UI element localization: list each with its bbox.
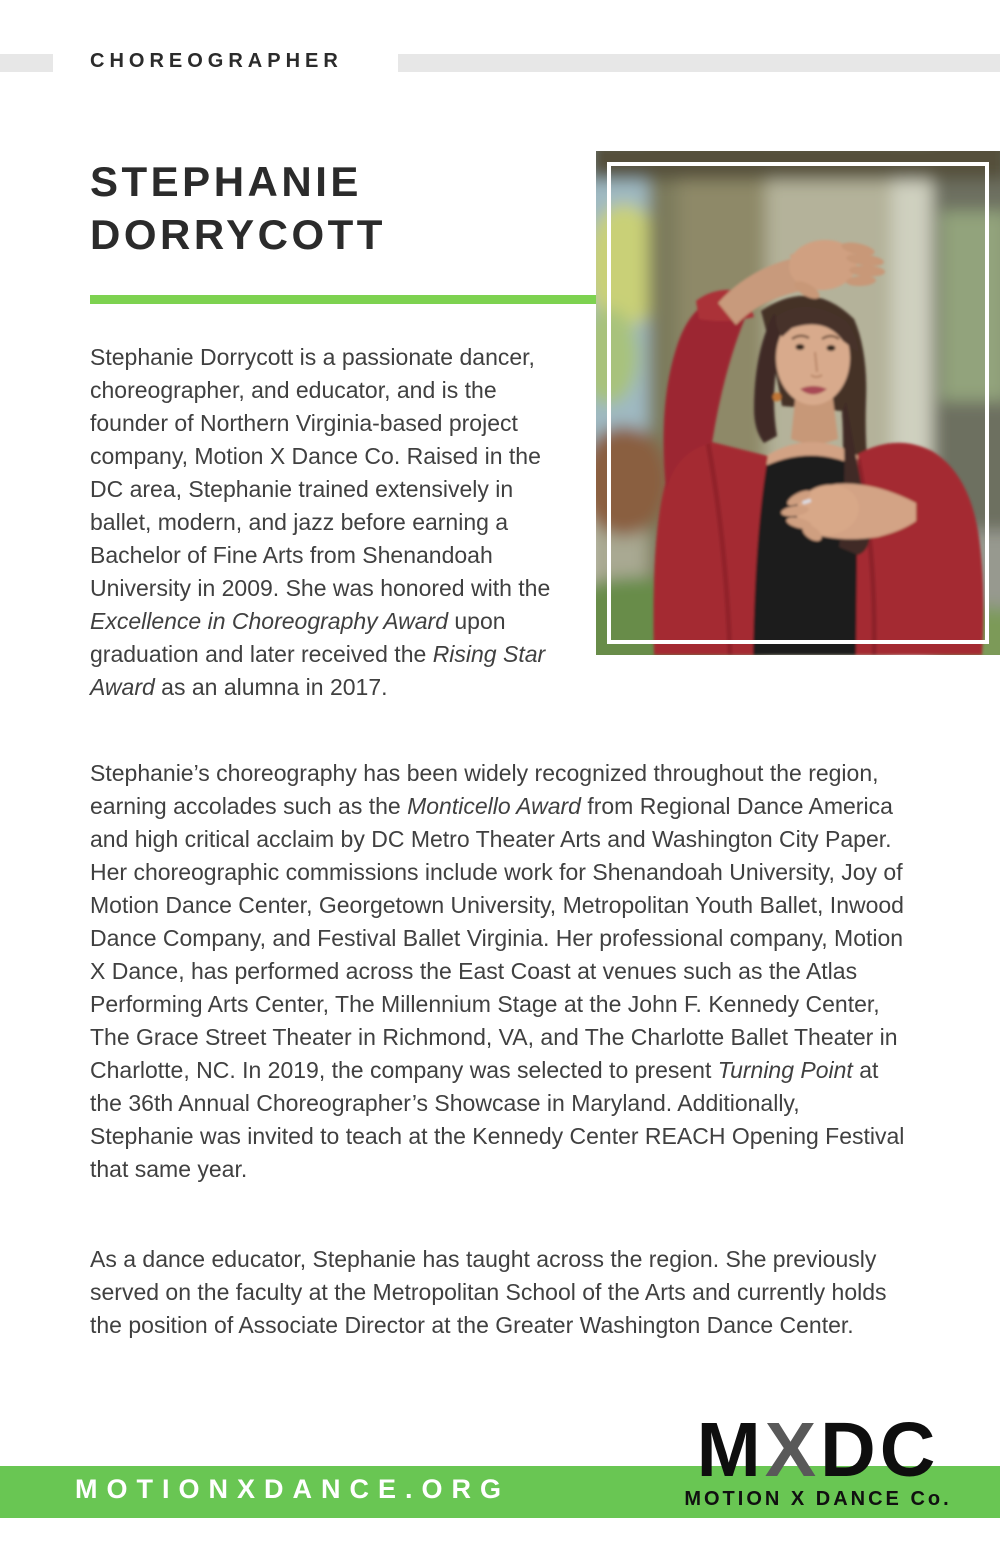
bio-paragraph-1: Stephanie Dorrycott is a passionate dancer, choreographer, and educator, and is the founder of Northern Virginia-based project company, Motion X Dance Co. Raised in the DC area, Stephanie trained extensively in ballet, modern, and jazz before earning a Bachelor of Fine Arts from Shenandoah University in 2009. She was honored with the Excellence in Choreography Award upon graduation and later received the Rising Star Award as an alumna in 2017. [90,344,551,700]
logo-letters-dc: DC [820,1407,940,1493]
dancer-portrait-illustration [596,151,1000,655]
title-underline-rule [90,295,597,304]
bio-paragraph-3: As a dance educator, Stephanie has taught across the region. She previously served on the faculty at the Metropolitan School of the Arts and currently holds the position of Associate Director at the Greater Washington Dance Center. [90,1246,887,1338]
choreographer-label: CHOREOGRAPHER [90,50,343,72]
dancer-portrait-photo [596,151,1000,655]
logo-letter-x: X [764,1407,821,1493]
header-accent-bar-left [0,54,53,72]
header-accent-bar-right [398,54,1000,72]
page-title [90,155,386,261]
mxdc-logo [668,1407,968,1493]
title-line-1: STEPHANIE [90,158,362,205]
website-url-link[interactable]: MOTIONXDANCE.ORG [75,1474,511,1504]
mxdc-logo-subtitle: MOTION X DANCE Co. [684,1488,952,1510]
bio-paragraph-2: Stephanie’s choreography has been widely recognized throughout the region, earning accolades such as the Monticello Award from Regional Dance America and high critical acclaim by DC Metro Theater Arts and Washington City Paper. Her choreographic commissions include work for Shenandoah University, Joy of Motion Dance Center, Georgetown University, Metropolitan Youth Ballet, Inwood Dance Company, and Festival Ballet Virginia. Her professional company, Motion X Dance, has performed across the East Coast at venues such as the Atlas Performing Arts Center, The Millennium Stage at the John F. Kennedy Center, The Grace Street Theater in Richmond, VA, and The Charlotte Ballet Theater in Charlotte, NC. In 2019, the company was selected to present Turning Point at the 36th Annual Choreographer’s Showcase in Maryland. Additionally, Stephanie was invited to teach at the Kennedy Center REACH Opening Festival that same year. [90,760,905,1182]
title-line-2: DORRYCOTT [90,211,386,258]
logo-letter-m: M [696,1407,765,1493]
